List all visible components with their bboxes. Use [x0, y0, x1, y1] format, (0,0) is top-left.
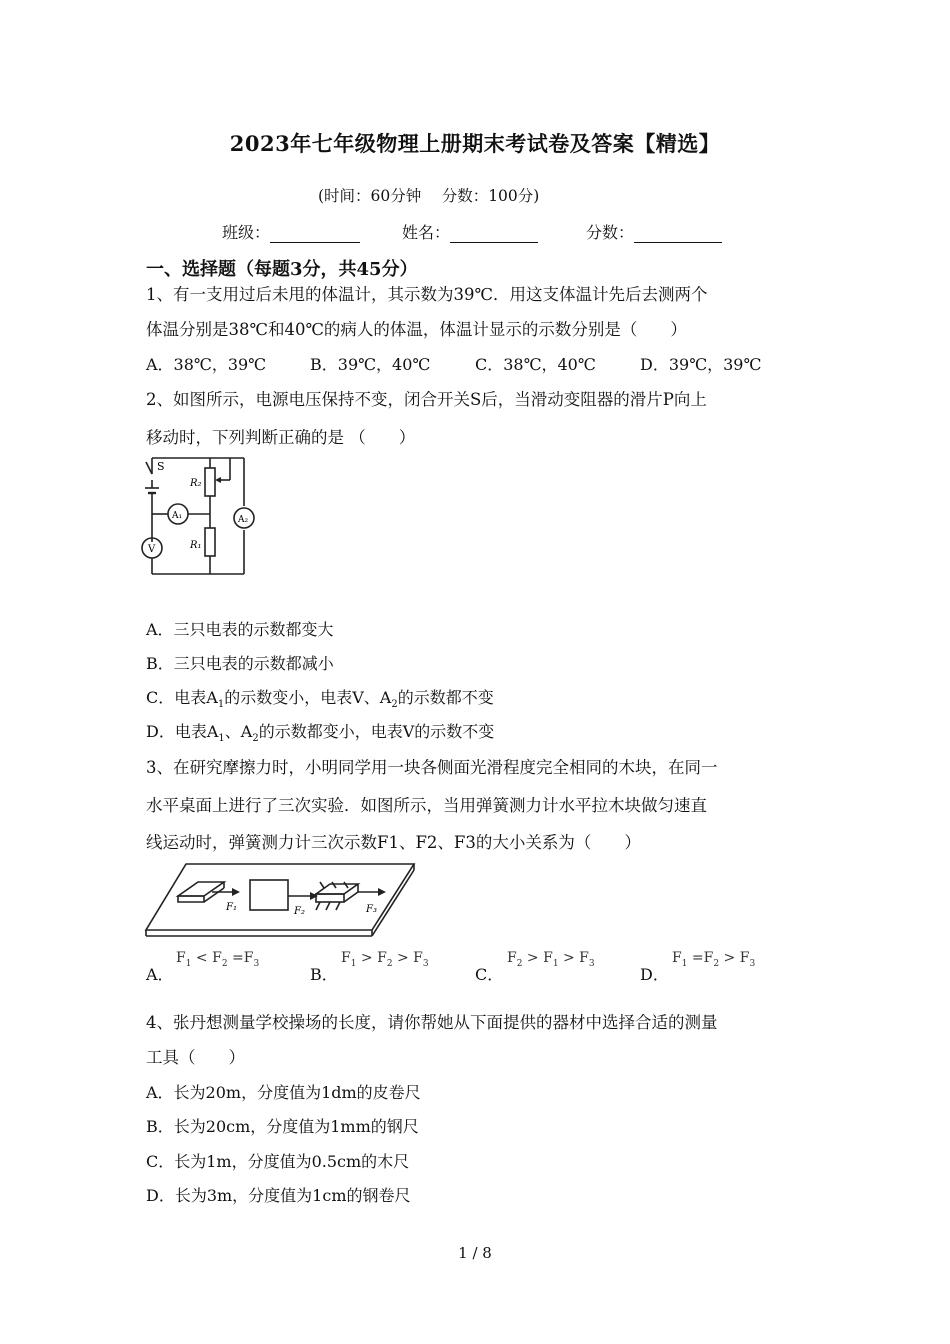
q4-option-d: D．长为3m，分度值为1cm的钢卷尺 — [146, 1186, 411, 1205]
name-field — [402, 220, 538, 243]
q4-stem-line1: 4、张丹想测量学校操场的长度，请你帮她从下面提供的器材中选择合适的测量 — [146, 1013, 718, 1032]
resistor-r2 — [205, 468, 215, 496]
q1-option-c: C．38℃，40℃ — [475, 355, 596, 374]
q3-option-c: $F_2 > F_1 > F_3$ — [507, 950, 595, 969]
q3-option-c-label: C． — [475, 965, 504, 984]
f3-label: F₃ — [366, 904, 377, 915]
q4-stem-line2: 工具（ ） — [146, 1048, 245, 1067]
q1-option-b: B．39℃，40℃ — [310, 355, 431, 374]
r1-label: R₁ — [190, 540, 202, 551]
q4-option-b: B．长为20cm，分度值为1mm的钢尺 — [146, 1117, 419, 1136]
q3-stem-line3: 线运动时，弹簧测力计三次示数F1、F2、F3的大小关系为（ ） — [146, 833, 641, 852]
q3-stem-line2: 水平桌面上进行了三次实验．如图所示，当用弹簧测力计水平拉木块做匀速直 — [146, 796, 707, 815]
score-field — [586, 220, 722, 243]
q2-stem-line2: 移动时，下列判断正确的是 （ ） — [146, 428, 416, 447]
q3-option-d-label: D． — [640, 965, 669, 984]
q1-option-a: A．38℃，39℃ — [146, 355, 267, 374]
page-number: 1 / 8 — [458, 1244, 492, 1262]
q3-option-d: $F_1 =F_2 > F_3$ — [672, 950, 756, 969]
v-label: V — [148, 544, 156, 555]
q3-friction-diagram — [144, 862, 416, 942]
block-2 — [250, 880, 288, 910]
f2-label: F₂ — [294, 906, 305, 917]
q2-option-b: B．三只电表的示数都减小 — [146, 654, 334, 673]
resistor-r1 — [205, 528, 215, 556]
q2-option-a: A．三只电表的示数都变大 — [146, 620, 334, 639]
q3-option-b: $F_1 > F_2 > F_3$ — [341, 950, 429, 969]
q2-option-d: D．电表$A_1$、$A_2$的示数都变小，电表V的示数不变 — [146, 722, 495, 745]
page-title: 2023年七年级物理上册期末考试卷及答案【精选】 — [229, 131, 721, 156]
q2-option-c: C．电表$A_1$的示数变小，电表V、$A_2$的示数都不变 — [146, 688, 494, 711]
q1-stem-line1: 1、有一支用过后未甩的体温计，其示数为39℃．用这支体温计先后去测两个 — [146, 285, 708, 304]
section-heading: 一、选择题（每题3分，共45分） — [146, 259, 418, 280]
q4-option-a: A．长为20m，分度值为1dm的皮卷尺 — [146, 1083, 421, 1102]
r2-label: R₂ — [190, 478, 202, 489]
score-blank — [634, 226, 722, 243]
block-1 — [178, 882, 224, 896]
class-blank — [270, 226, 360, 243]
q4-option-c: C．长为1m，分度值为0.5cm的木尺 — [146, 1152, 410, 1171]
q2-circuit-diagram — [138, 452, 266, 580]
q3-option-b-label: B． — [310, 965, 338, 984]
score-label: 分数： — [586, 223, 635, 242]
class-field — [222, 220, 360, 243]
name-label: 姓名： — [402, 223, 451, 242]
q3-option-a: $F_1 < F_2 =F_3$ — [176, 950, 260, 969]
q1-stem-line2: 体温分别是38℃和40℃的病人的体温，体温计显示的示数分别是（ ） — [146, 320, 687, 339]
q3-stem-line1: 3、在研究摩擦力时，小明同学用一块各侧面光滑程度完全相同的木块，在同一 — [146, 758, 718, 777]
table-surface — [146, 864, 414, 930]
class-label: 班级： — [222, 223, 271, 242]
q3-option-a-label: A． — [146, 965, 174, 984]
exam-meta: (时间：60分钟 分数：100分) — [318, 187, 540, 205]
name-blank — [450, 226, 538, 243]
q2-stem-line1: 2、如图所示，电源电压保持不变，闭合开关S后，当滑动变阻器的滑片P向上 — [146, 390, 707, 409]
switch-label: S — [157, 460, 165, 473]
a2-label: A₂ — [238, 515, 249, 525]
f1-label: F₁ — [226, 902, 237, 913]
a1-label: A₁ — [172, 511, 183, 521]
q1-option-d: D．39℃，39℃ — [640, 355, 762, 374]
